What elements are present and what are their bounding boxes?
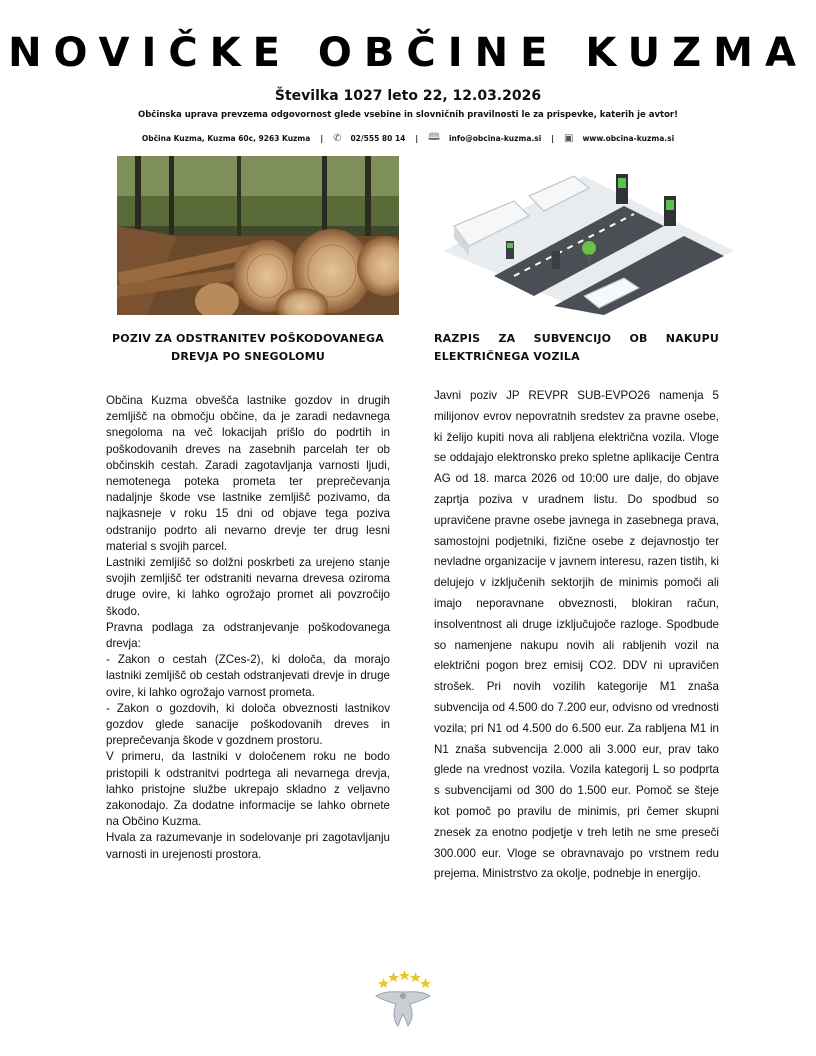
paragraph: Lastniki zemljišč so dolžni poskrbeti za urejeno stanje svojih zemljišč ter odstraniti nevarna drevesa oziroma druge ovire, ki lahko ogrožajo promet ali povzročijo škodo.	[106, 556, 390, 618]
paragraph: - Zakon o gozdovih, ki določa obveznosti lastnikov gozdov glede sanacije poškodovanih dreves in preprečevanja škode v gozdnem prostoru.	[106, 701, 390, 748]
issue-line: Številka 1027 leto 22, 12.03.2026	[274, 88, 542, 104]
website-link[interactable]: www.obcina-kuzma.si	[582, 134, 675, 143]
separator: |	[551, 134, 555, 143]
paragraph: Hvala za razumevanje in sodelovanje pri zagotavljanju varnosti in urejenosti prostora.	[106, 831, 390, 861]
paragraph: Pravna podlaga za odstranjevanje poškodovanega drevja:	[106, 620, 390, 651]
newsletter-title: NOVIČKE OBČINE KUZMA	[8, 30, 808, 76]
phone-icon: ✆	[333, 133, 342, 144]
mail-icon: 🕮	[428, 132, 440, 143]
separator: |	[320, 134, 324, 143]
article-headline-left: POZIV ZA ODSTRANITEV POŠKODOVANEGA DREVJA PO SNEGOLOMU	[112, 332, 384, 363]
ev-charging-illustration	[434, 156, 736, 315]
municipality-crest-icon	[368, 970, 438, 1032]
article-body-left	[106, 393, 390, 863]
paragraph: Javni poziv JP REVPR SUB-EVPO26 namenja 5 milijonov evrov nepovratnih sredstev za pravne osebe, ki želijo kupiti nova ali rabljena električna vozila. Vloge se oddajajo elektronsko preko spletne aplikacije Centra AG od 18. marca 2026 od 10:00 ure dalje, do objave zaprtja poziva v uradnem listu. Do spodbud so upravičene pravne osebe javnega in zasebnega prava, samostojni podjetniki, fizične osebe z dejavnostjo ter nevladne organizacije v javnem interesu, razen tistih, ki delujejo v izključenih sektorjih de minimis pomoči ali imajo neporavnane obveznosti, blokiran račun, insolventnost ali druge izključujoče razloge. Spodbude so namenjene nakupu novih ali rabljenih vozil na električni pogon brez emisij CO2. DDV ni upravičen strošek. Pri novih vozilih kategorije M1 znaša subvencija od 4.500 do 7.200 eur, odvisno od vrednosti vozila; pri N1 od 4.500 do 6.500 eur. Za rabljena M1 in N1 znaša subvencija 2.000 ali 3.000 eur, prav tako glede na vrednost vozila. Vozila kategorij L so podprta s subvencijami od 300 do 1.500 eur. Pomoč se šteje kot pomoč po pravilu de minimis, pri čemer skupni znesek za enotno podjetje v treh letih ne sme preseči 300.000 eur. Vloge se obravnavajo po vrstnem redu prejema. Ministrstvo za okolje, podnebje in energijo.	[434, 389, 719, 881]
paragraph: - Zakon o cestah (ZCes-2), ki določa, da morajo lastniki zemljišč ob cestah odstranjevati drevje in druge ovire, ki lahko ogrožajo varnost prometa.	[106, 653, 390, 699]
felled-logs-photo	[117, 156, 399, 315]
paragraph: V primeru, da lastniki v določenem roku ne bodo pristopili k odstranitvi podrtega ali nevarnega drevja, lahko pristojne službe ukrepajo skladno z veljavno zakonodajo. Za dodatne informacije se lahko obrnete na Občino Kuzma.	[106, 750, 390, 829]
paragraph: Občina Kuzma obvešča lastnike gozdov in drugih zemljišč na območju občine, da je zaradi nedavnega snegoloma na več lokacijah prišlo do podrtih in poškodovanih dreves na zasebnih parcelah ter ob občinskih cestah. Zaradi zagotavljanja varnosti ljudi, nemotenega poteka prometa ter preprečevanja nadaljnje škode vse lastnike zemljišč pozivamo, da najkasneje v roku 15 dni od objave tega poziva odstranijo podrto ali nevarno drevje ter drug lesni material s svojih parcel.	[106, 394, 390, 553]
article-body-right	[434, 386, 719, 885]
disclaimer: Občinska uprava prevzema odgovornost glede vsebine in slovničnih pravilnosti le za prispevke, katerih je avtor!	[137, 110, 678, 120]
web-icon: ▣	[564, 133, 574, 144]
article-headline-right: RAZPIS ZA SUBVENCIJO OB NAKUPU ELEKTRIČNEGA VOZILA	[434, 332, 719, 363]
separator: |	[415, 134, 419, 143]
phone-number: 02/555 80 14	[350, 134, 406, 143]
email-link[interactable]: info@obcina-kuzma.si	[448, 134, 542, 143]
address: Občina Kuzma, Kuzma 60c, 9263 Kuzma	[141, 134, 311, 143]
contact-bar	[0, 130, 816, 147]
